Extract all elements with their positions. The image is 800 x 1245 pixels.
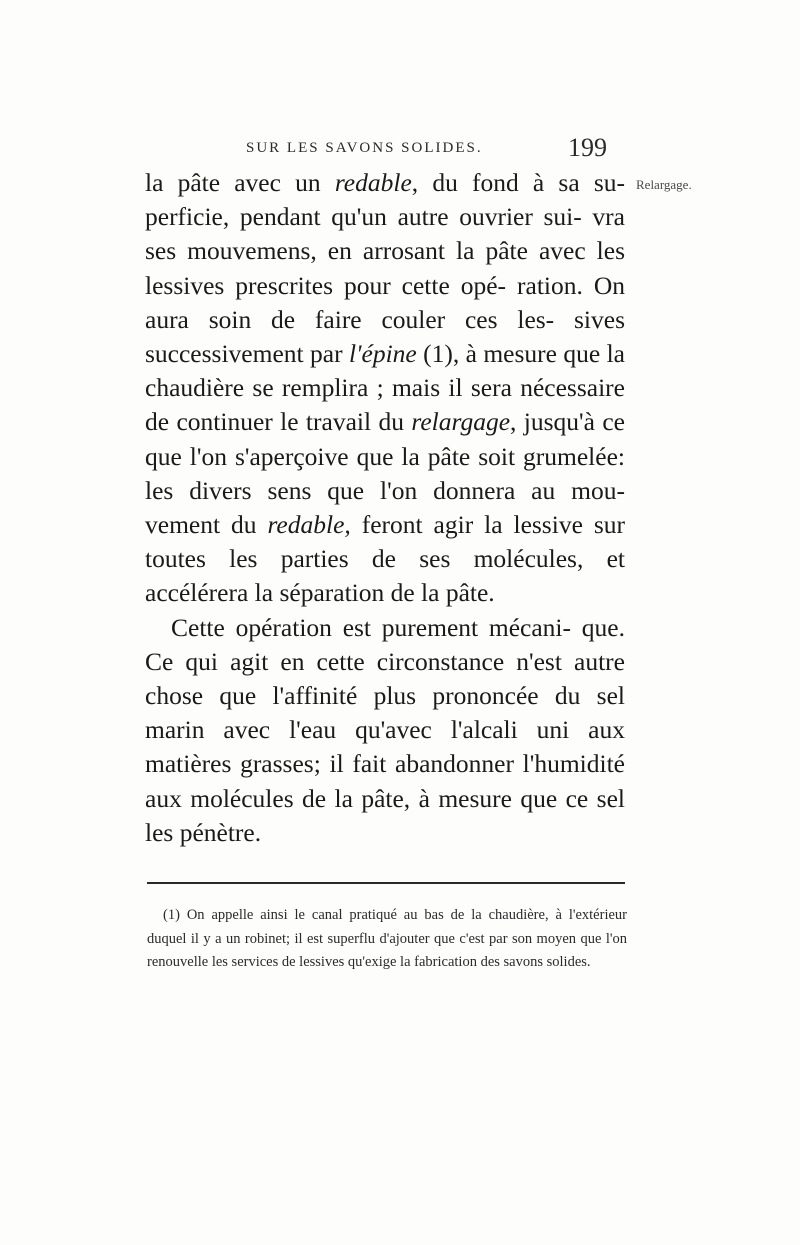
italic-redable-2: redable, bbox=[267, 510, 351, 540]
paragraph-1 bbox=[145, 166, 625, 611]
paragraph-1-text-1: la pâte avec un bbox=[145, 168, 335, 197]
italic-redable: redable bbox=[334, 168, 412, 197]
footnote-rule bbox=[147, 882, 625, 884]
running-head: SUR LES SAVONS SOLIDES. bbox=[246, 140, 483, 156]
paragraph-1-text-3: (1), à mesure que la chaudière se remplira ; mais il sera nécessaire de continuer le travail du bbox=[145, 339, 625, 437]
paragraph-2: Cette opération est purement mécani- que. Ce qui agit en cette circonstance n'est autre chose que l'affinité plus prononcée du sel marin avec l'eau qu'avec l'alcali uni aux matières grasses; il fait abandonner l'humidité aux molécules de la pâte, à mesure que ce sel les pénètre. bbox=[145, 612, 625, 847]
page-number: 199 bbox=[568, 133, 607, 162]
body-text bbox=[145, 166, 625, 850]
italic-relargage: relargage bbox=[411, 407, 511, 437]
italic-epine: l'épine bbox=[348, 339, 417, 369]
margin-note: Relargage. bbox=[636, 177, 692, 192]
footnote: (1) On appelle ainsi le canal pratiqué au bas de la chaudière, à l'extérieur duquel il y a un robinet; il est superflu d'ajouter que c'est par son moyen que l'on renouvelle les services de lessives qu'exige la fabrication des savons solides. bbox=[147, 907, 627, 970]
paragraph-1-text-4: , jusqu'à ce que l'on s'aperçoive que la pâte soit grumelée: les divers sens que l'on donnera au mou- vement du bbox=[145, 407, 625, 540]
paragraph-1-text-5: feront agir la lessive sur toutes les parties de ses molécules, et accélérera la séparation de la pâte. bbox=[145, 510, 625, 608]
paragraph-1-text-2: , du fond à sa su- perficie, pendant qu'un autre ouvrier sui- vra ses mouvemens, en arrosant la pâte avec les lessives prescrites pour cette opé- ration. On aura soin de faire couler ces les- sives successivement par bbox=[145, 168, 626, 369]
